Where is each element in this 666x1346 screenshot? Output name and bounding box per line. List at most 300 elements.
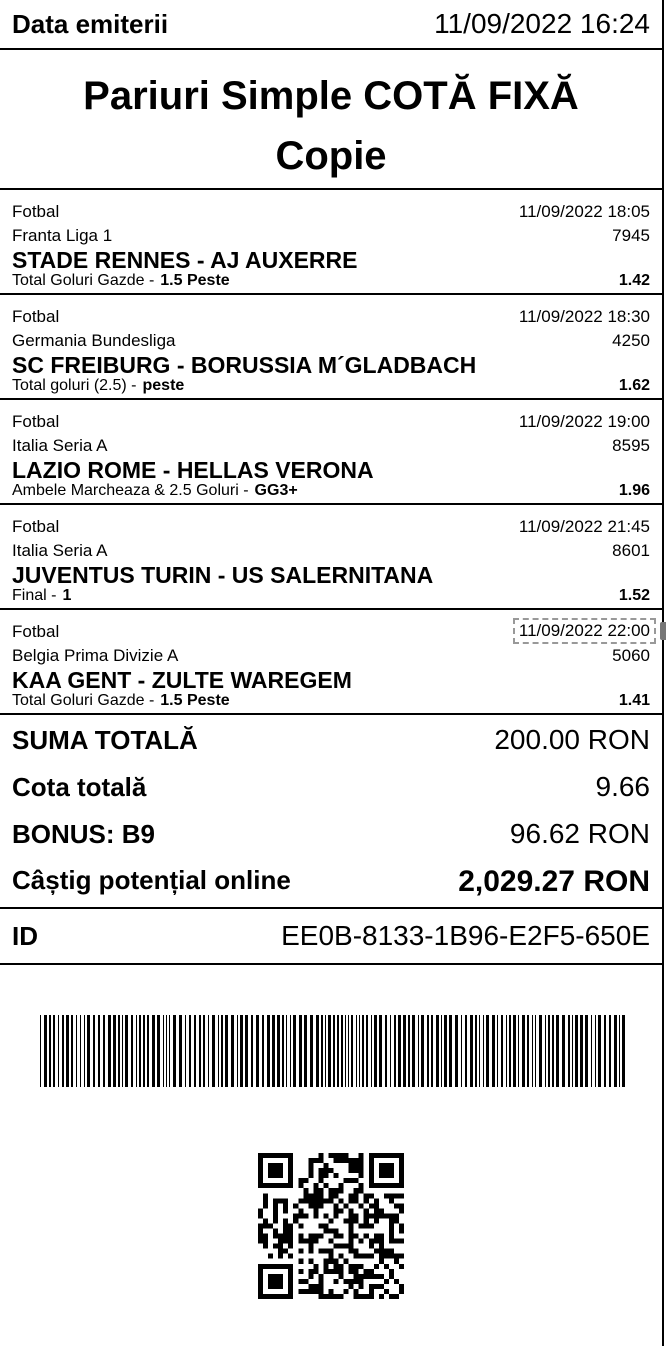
barcode-bar xyxy=(53,1015,55,1087)
bet-datetime: 11/09/2022 18:30 xyxy=(518,307,650,326)
qr-module xyxy=(354,1274,359,1279)
qr-module xyxy=(298,1279,303,1284)
qr-module xyxy=(308,1239,313,1244)
qr-module xyxy=(288,1239,293,1244)
qr-module xyxy=(399,1153,404,1158)
qr-module xyxy=(313,1203,318,1208)
barcode-bar xyxy=(548,1015,550,1087)
barcode-bar xyxy=(113,1015,116,1087)
qr-module xyxy=(273,1203,278,1208)
barcode-bar xyxy=(486,1015,489,1087)
qr-module xyxy=(379,1244,384,1249)
qr-module xyxy=(369,1158,374,1163)
barcode-bar xyxy=(256,1015,259,1087)
qr-module xyxy=(288,1279,293,1284)
barcode-bar xyxy=(231,1015,234,1087)
qr-module xyxy=(339,1274,344,1279)
qr-module xyxy=(318,1284,323,1289)
barcode-bar xyxy=(76,1015,77,1087)
qr-module xyxy=(283,1208,288,1213)
barcode-bar xyxy=(84,1015,85,1087)
qr-module xyxy=(369,1294,374,1299)
qr-module xyxy=(308,1274,313,1279)
barcode-bar xyxy=(591,1015,592,1087)
qr-module xyxy=(359,1203,364,1208)
barcode-bar xyxy=(103,1015,105,1087)
qr-module xyxy=(389,1173,394,1178)
barcode-bar xyxy=(282,1015,284,1087)
barcode-bar xyxy=(245,1015,248,1087)
qr-module xyxy=(283,1234,288,1239)
qr-module xyxy=(369,1223,374,1228)
qr-module xyxy=(268,1274,273,1279)
bet-odd: 1.42 xyxy=(618,272,650,289)
potential-win-value: 2,029.27 RON xyxy=(458,865,650,898)
qr-module xyxy=(349,1234,354,1239)
qr-module xyxy=(384,1213,389,1218)
barcode-bar xyxy=(379,1015,382,1087)
qr-module xyxy=(384,1163,389,1168)
qr-module xyxy=(308,1269,313,1274)
barcode-bar xyxy=(152,1015,155,1087)
barcode-bar xyxy=(333,1015,335,1087)
qr-module xyxy=(384,1289,389,1294)
qr-module xyxy=(273,1264,278,1269)
qr-module xyxy=(334,1158,339,1163)
qr-module xyxy=(379,1284,384,1289)
ticket-id-value: EE0B-8133-1B96-E2F5-650E xyxy=(281,920,650,951)
qr-module xyxy=(263,1183,268,1188)
barcode-bar xyxy=(522,1015,525,1087)
qr-module xyxy=(313,1198,318,1203)
qr-module xyxy=(359,1153,364,1158)
ticket-subtitle: Copie xyxy=(275,134,387,178)
qr-module xyxy=(273,1274,278,1279)
barcode-bar xyxy=(80,1015,81,1087)
bet-market-label: Total Goluri Gazde - xyxy=(12,692,155,709)
barcode-bar xyxy=(483,1015,484,1087)
qr-module xyxy=(323,1198,328,1203)
qr-module xyxy=(278,1234,283,1239)
qr-module xyxy=(288,1183,293,1188)
qr-module xyxy=(399,1239,404,1244)
qr-module xyxy=(339,1264,344,1269)
qr-module xyxy=(328,1254,333,1259)
qr-module xyxy=(288,1163,293,1168)
qr-module xyxy=(374,1264,379,1269)
barcode-bar xyxy=(572,1015,573,1087)
qr-module xyxy=(308,1203,313,1208)
bet-market-label: Final - xyxy=(12,587,57,604)
qr-module xyxy=(263,1244,268,1249)
qr-module xyxy=(308,1234,313,1239)
qr-module xyxy=(334,1294,339,1299)
qr-module xyxy=(318,1178,323,1183)
qr-module xyxy=(399,1193,404,1198)
qr-module xyxy=(313,1284,318,1289)
qr-module xyxy=(379,1208,384,1213)
qr-module xyxy=(323,1223,328,1228)
qr-module xyxy=(288,1173,293,1178)
barcode-bar xyxy=(299,1015,302,1087)
qr-module xyxy=(359,1254,364,1259)
barcode-bar xyxy=(431,1015,433,1087)
qr-module xyxy=(313,1269,318,1274)
qr-module xyxy=(374,1153,379,1158)
qr-module xyxy=(364,1213,369,1218)
qr-module xyxy=(334,1208,339,1213)
barcode-bar xyxy=(98,1015,100,1087)
qr-module xyxy=(273,1198,278,1203)
qr-module xyxy=(263,1239,268,1244)
qr-module xyxy=(278,1249,283,1254)
qr-module xyxy=(394,1153,399,1158)
qr-module xyxy=(359,1188,364,1193)
qr-module xyxy=(359,1274,364,1279)
qr-module xyxy=(273,1218,278,1223)
qr-module xyxy=(278,1274,283,1279)
qr-module xyxy=(399,1183,404,1188)
qr-module xyxy=(354,1249,359,1254)
qr-module xyxy=(273,1234,278,1239)
ticket-id-row xyxy=(0,909,662,965)
qr-module xyxy=(303,1289,308,1294)
qr-module xyxy=(263,1264,268,1269)
qr-module xyxy=(308,1158,313,1163)
qr-module xyxy=(384,1279,389,1284)
barcode-bar xyxy=(40,1015,41,1087)
qr-module xyxy=(364,1274,369,1279)
barcode-bar xyxy=(108,1015,111,1087)
qr-module xyxy=(369,1289,374,1294)
bet-selection: 1.5 Peste xyxy=(160,692,230,709)
qr-module xyxy=(288,1269,293,1274)
qr-module xyxy=(278,1284,283,1289)
qr-module xyxy=(308,1198,313,1203)
qr-module xyxy=(389,1198,394,1203)
barcode-bar xyxy=(385,1015,387,1087)
barcode-bar xyxy=(348,1015,349,1087)
qr-module xyxy=(344,1218,349,1223)
qr-module xyxy=(384,1249,389,1254)
qr-module xyxy=(283,1264,288,1269)
qr-module xyxy=(278,1163,283,1168)
qr-module xyxy=(268,1294,273,1299)
qr-module xyxy=(283,1223,288,1228)
barcode-bar xyxy=(345,1015,346,1087)
qr-module xyxy=(384,1183,389,1188)
qr-module xyxy=(369,1239,374,1244)
bet-datetime-selected[interactable]: 11/09/2022 22:00 xyxy=(513,618,656,644)
qr-module xyxy=(328,1153,333,1158)
qr-module xyxy=(374,1198,379,1203)
totals-block xyxy=(0,715,662,909)
barcode-bar xyxy=(449,1015,452,1087)
barcode-bar xyxy=(497,1015,498,1087)
qr-module xyxy=(263,1198,268,1203)
qr-module xyxy=(318,1158,323,1163)
barcode-bar xyxy=(539,1015,542,1087)
qr-module xyxy=(323,1259,328,1264)
qr-module xyxy=(344,1178,349,1183)
barcode-bar xyxy=(356,1015,357,1087)
qr-module xyxy=(323,1294,328,1299)
qr-module xyxy=(263,1234,268,1239)
barcode-bar xyxy=(374,1015,377,1087)
qr-module xyxy=(369,1284,374,1289)
bet-sport: Fotbal xyxy=(12,517,60,536)
qr-module xyxy=(298,1208,303,1213)
qr-module xyxy=(339,1234,344,1239)
qr-module xyxy=(318,1294,323,1299)
qr-module xyxy=(313,1193,318,1198)
qr-module xyxy=(344,1289,349,1294)
qr-module xyxy=(273,1244,278,1249)
barcode-bar xyxy=(262,1015,264,1087)
qr-module xyxy=(313,1158,318,1163)
qr-module xyxy=(389,1234,394,1239)
qr-module xyxy=(379,1234,384,1239)
qr-module xyxy=(369,1254,374,1259)
qr-module xyxy=(349,1223,354,1228)
qr-module xyxy=(293,1203,298,1208)
qr-module xyxy=(334,1279,339,1284)
barcode-bar xyxy=(58,1015,59,1087)
qr-module xyxy=(298,1249,303,1254)
qr-module xyxy=(339,1269,344,1274)
qr-module xyxy=(394,1259,399,1264)
ticket-id-label: ID xyxy=(12,920,38,951)
barcode-bar xyxy=(562,1015,565,1087)
barcode-bar xyxy=(614,1015,617,1087)
qr-module xyxy=(328,1269,333,1274)
barcode-bar xyxy=(585,1015,588,1087)
qr-module xyxy=(318,1188,323,1193)
barcode-bar xyxy=(199,1015,201,1087)
qr-module xyxy=(389,1218,394,1223)
qr-module xyxy=(339,1254,344,1259)
barcode-bar xyxy=(221,1015,223,1087)
qr-module xyxy=(273,1168,278,1173)
barcode-bar xyxy=(208,1015,209,1087)
qr-module xyxy=(308,1193,313,1198)
qr-module xyxy=(334,1193,339,1198)
qr-module xyxy=(298,1234,303,1239)
qr-module xyxy=(303,1188,308,1193)
qr-module xyxy=(288,1234,293,1239)
barcode-bar xyxy=(609,1015,611,1087)
barcode-bar xyxy=(87,1015,90,1087)
qr-module xyxy=(258,1208,263,1213)
bet-item xyxy=(0,505,662,610)
barcode-bar xyxy=(131,1015,133,1087)
barcode-bar xyxy=(212,1015,215,1087)
qr-module xyxy=(318,1279,323,1284)
bet-item xyxy=(0,190,662,295)
qr-module xyxy=(384,1153,389,1158)
qr-module xyxy=(389,1163,394,1168)
qr-module xyxy=(283,1153,288,1158)
qr-module xyxy=(298,1223,303,1228)
barcode-bar xyxy=(394,1015,396,1087)
barcode-bar xyxy=(513,1015,516,1087)
qr-module xyxy=(354,1294,359,1299)
barcode-bar xyxy=(93,1015,95,1087)
qr-module xyxy=(278,1244,283,1249)
qr-module xyxy=(369,1173,374,1178)
barcode-bar xyxy=(125,1015,128,1087)
ticket-title-block xyxy=(0,50,662,190)
bet-match: SC FREIBURG - BORUSSIA M´GLADBACH xyxy=(12,352,477,378)
barcode-bar xyxy=(251,1015,253,1087)
qr-module xyxy=(364,1234,369,1239)
bet-odd: 1.62 xyxy=(618,377,650,394)
qr-module xyxy=(263,1193,268,1198)
qr-module xyxy=(399,1284,404,1289)
qr-module xyxy=(334,1269,339,1274)
qr-module xyxy=(298,1269,303,1274)
qr-module xyxy=(379,1294,384,1299)
bet-selection: GG3+ xyxy=(254,482,298,499)
barcode-bar xyxy=(267,1015,270,1087)
qr-module xyxy=(318,1249,323,1254)
qr-module xyxy=(374,1218,379,1223)
issue-date-header xyxy=(0,0,662,50)
qr-module xyxy=(268,1153,273,1158)
qr-module xyxy=(369,1244,374,1249)
qr-module xyxy=(283,1239,288,1244)
qr-module xyxy=(354,1188,359,1193)
qr-module xyxy=(258,1183,263,1188)
qr-module xyxy=(394,1279,399,1284)
qr-module xyxy=(258,1163,263,1168)
barcode-bar xyxy=(408,1015,410,1087)
barcode-bar xyxy=(157,1015,160,1087)
qr-module xyxy=(303,1198,308,1203)
barcode-bar xyxy=(359,1015,360,1087)
qr-module xyxy=(283,1183,288,1188)
barcode-bar xyxy=(535,1015,536,1087)
qr-module xyxy=(273,1279,278,1284)
qr-module xyxy=(389,1239,394,1244)
qr-module xyxy=(389,1249,394,1254)
qr-module xyxy=(349,1284,354,1289)
barcode-bar xyxy=(44,1015,47,1087)
qr-module xyxy=(268,1264,273,1269)
barcode-bar xyxy=(418,1015,419,1087)
qr-module xyxy=(328,1249,333,1254)
qr-module xyxy=(379,1239,384,1244)
barcode-bar xyxy=(163,1015,164,1087)
qr-module xyxy=(364,1218,369,1223)
qr-module xyxy=(323,1229,328,1234)
barcode-bar xyxy=(71,1015,73,1087)
qr-module xyxy=(359,1223,364,1228)
qr-module xyxy=(349,1193,354,1198)
barcode-bar xyxy=(286,1015,287,1087)
bet-match: JUVENTUS TURIN - US SALERNITANA xyxy=(12,562,434,588)
qr-module xyxy=(283,1229,288,1234)
qr-module xyxy=(288,1223,293,1228)
qr-module xyxy=(334,1173,339,1178)
barcode-bar xyxy=(436,1015,439,1087)
qr-module xyxy=(374,1284,379,1289)
barcode-bar xyxy=(532,1015,533,1087)
scroll-tab-handle[interactable] xyxy=(660,622,666,640)
qr-module xyxy=(283,1218,288,1223)
barcode-bar xyxy=(371,1015,372,1087)
qr-module xyxy=(369,1213,374,1218)
qr-module xyxy=(334,1213,339,1218)
bet-code: 5060 xyxy=(612,646,650,665)
qr-module xyxy=(354,1213,359,1218)
qr-module xyxy=(364,1193,369,1198)
qr-module xyxy=(318,1234,323,1239)
barcode-bar xyxy=(580,1015,583,1087)
qr-module xyxy=(318,1203,323,1208)
barcode-bar xyxy=(398,1015,401,1087)
qr-module xyxy=(323,1168,328,1173)
qr-module xyxy=(359,1264,364,1269)
barcode-bar xyxy=(568,1015,570,1087)
qr-module xyxy=(303,1279,308,1284)
qr-module xyxy=(349,1269,354,1274)
barcode-bar xyxy=(272,1015,275,1087)
qr-module xyxy=(318,1274,323,1279)
qr-module xyxy=(258,1223,263,1228)
potential-win-label: Câștig potențial online xyxy=(12,865,291,895)
qr-module xyxy=(258,1274,263,1279)
bet-market-label: Ambele Marcheaza & 2.5 Goluri - xyxy=(12,482,249,499)
qr-module xyxy=(268,1168,273,1173)
qr-module xyxy=(389,1294,394,1299)
qr-module xyxy=(298,1183,303,1188)
barcode-bar xyxy=(527,1015,529,1087)
qr-module xyxy=(374,1203,379,1208)
total-odds-label: Cota totală xyxy=(12,772,147,802)
barcode-bar xyxy=(556,1015,559,1087)
barcode-bar xyxy=(310,1015,313,1087)
qr-module xyxy=(278,1173,283,1178)
qr-module xyxy=(399,1254,404,1259)
qr-module xyxy=(349,1168,354,1173)
bet-datetime: 11/09/2022 19:00 xyxy=(518,412,650,431)
bet-match: STADE RENNES - AJ AUXERRE xyxy=(12,247,358,273)
barcode-bar xyxy=(185,1015,186,1087)
qr-module xyxy=(364,1208,369,1213)
qr-module xyxy=(288,1294,293,1299)
qr-module xyxy=(384,1173,389,1178)
barcode-bar xyxy=(341,1015,343,1087)
qr-module xyxy=(359,1158,364,1163)
qr-module xyxy=(369,1178,374,1183)
qr-module xyxy=(268,1223,273,1228)
bet-item xyxy=(0,610,662,715)
qr-module xyxy=(389,1274,394,1279)
qr-module xyxy=(339,1153,344,1158)
bet-market-label: Total goluri (2.5) - xyxy=(12,377,137,394)
barcode-bar xyxy=(552,1015,554,1087)
qr-module xyxy=(389,1229,394,1234)
barcode-bar xyxy=(595,1015,596,1087)
barcode-bar xyxy=(518,1015,519,1087)
qr-module xyxy=(288,1264,293,1269)
qr-module xyxy=(258,1284,263,1289)
issue-date-value: 11/09/2022 16:24 xyxy=(434,8,650,39)
qr-module xyxy=(303,1213,308,1218)
qr-module xyxy=(288,1158,293,1163)
qr-module xyxy=(384,1193,389,1198)
